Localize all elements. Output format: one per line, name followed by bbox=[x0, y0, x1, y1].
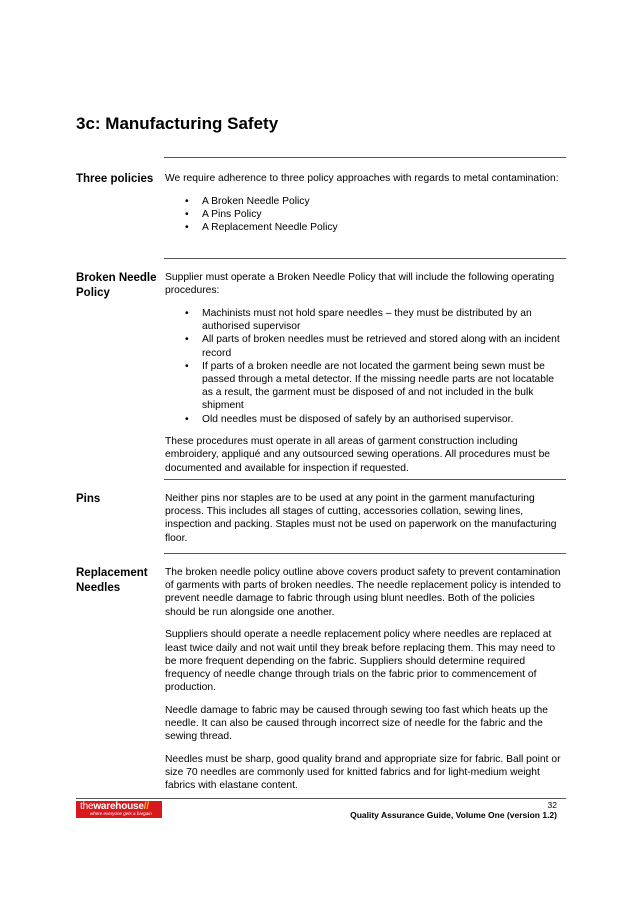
bullet-icon: • bbox=[185, 413, 189, 425]
section-divider bbox=[164, 157, 566, 158]
page-number: 32 bbox=[547, 800, 557, 810]
section-divider bbox=[164, 479, 566, 480]
paragraph: Neither pins nor staples are to be used at any point in the garment manufacturing process. This includes all stages of cutting, accessories collation, sewing lines, inspection and packing. Staples must not be used on paperwork on the manufacturing floor. bbox=[165, 493, 557, 544]
paragraph: These procedures must operate in all areas of garment construction including embroidery, appliqué and any outsourced sewing operations. All procedures must be documented and available for inspection if requested. bbox=[165, 436, 551, 474]
logo-wordmark: thewarehouse// bbox=[80, 801, 149, 812]
bullet-icon: • bbox=[185, 195, 189, 207]
section-body bbox=[165, 172, 563, 244]
warehouse-logo bbox=[76, 801, 162, 818]
bullet-icon: • bbox=[185, 208, 189, 220]
paragraph: Needle damage to fabric may be caused through sewing too fast which heats up the needle. It can also be caused through incorrect size of needle for the fabric and the sewing thread. bbox=[165, 704, 548, 743]
section-label: Broken Needle Policy bbox=[76, 272, 157, 299]
list-item: • A Broken Needle Policy bbox=[185, 195, 310, 207]
page-title: 3c: Manufacturing Safety bbox=[76, 114, 279, 133]
list-item: • Old needles must be disposed of safely by an authorised supervisor. bbox=[185, 413, 514, 425]
section-label: Three policies bbox=[76, 173, 154, 185]
list-item: • Machinists must not hold spare needles – they must be distributed by an authorised supervisor bbox=[185, 307, 532, 333]
paragraph: The broken needle policy outline above covers product safety to prevent contamination of garments with parts of broken needles. The needle replacement policy is intended to prevent needle damage to fabric through using blunt needles. Both of the policies should be run alongside one another. bbox=[165, 567, 561, 618]
section-divider bbox=[164, 553, 566, 554]
bullet-icon: • bbox=[185, 360, 189, 372]
section-body bbox=[165, 566, 563, 802]
bullet-icon: • bbox=[185, 334, 189, 346]
list-item: • A Pins Policy bbox=[185, 208, 262, 220]
section-body bbox=[165, 271, 563, 484]
bullet-icon: • bbox=[185, 222, 189, 234]
section-divider bbox=[164, 258, 566, 259]
paragraph: Supplier must operate a Broken Needle Policy that will include the following operating procedures: bbox=[165, 272, 555, 297]
section-body bbox=[165, 492, 563, 554]
section-label: Pins bbox=[76, 493, 101, 505]
paragraph: Suppliers should operate a needle replacement policy where needles are replaced at least twice daily and not wait until they break before replacing them. This may need to be more frequent depending on the fabric. Suppliers should determine required frequency of needle change through trials on the fabric prior to commencement of production. bbox=[165, 629, 556, 694]
guide-title: Quality Assurance Guide, Volume One (version 1.2) bbox=[350, 810, 557, 820]
section-label: Replacement Needles bbox=[76, 567, 148, 594]
list-item: • All parts of broken needles must be retrieved and stored along with an incident record bbox=[185, 334, 560, 359]
bullet-list bbox=[165, 195, 563, 235]
footer-divider bbox=[76, 798, 566, 799]
paragraph: Needles must be sharp, good quality brand and appropriate size for fabric. Ball point or size 70 needles are commonly used for knitted fabrics and for light-medium weight fabrics with elastane content. bbox=[165, 753, 561, 792]
logo-tagline: where everyone gets a bargain bbox=[90, 811, 152, 816]
list-item: • If parts of a broken needle are not located the garment being sewn must be passed through a metal detector. If the missing needle parts are not locatable as a result, the garment must be disposed of and not included in the bulk shipment bbox=[185, 360, 555, 412]
paragraph: We require adherence to three policy approaches with regards to metal contamination: bbox=[165, 173, 559, 184]
logo-slash-icon: // bbox=[143, 801, 149, 812]
list-item: • A Replacement Needle Policy bbox=[185, 222, 338, 234]
bullet-icon: • bbox=[185, 307, 189, 319]
bullet-list bbox=[165, 307, 563, 426]
